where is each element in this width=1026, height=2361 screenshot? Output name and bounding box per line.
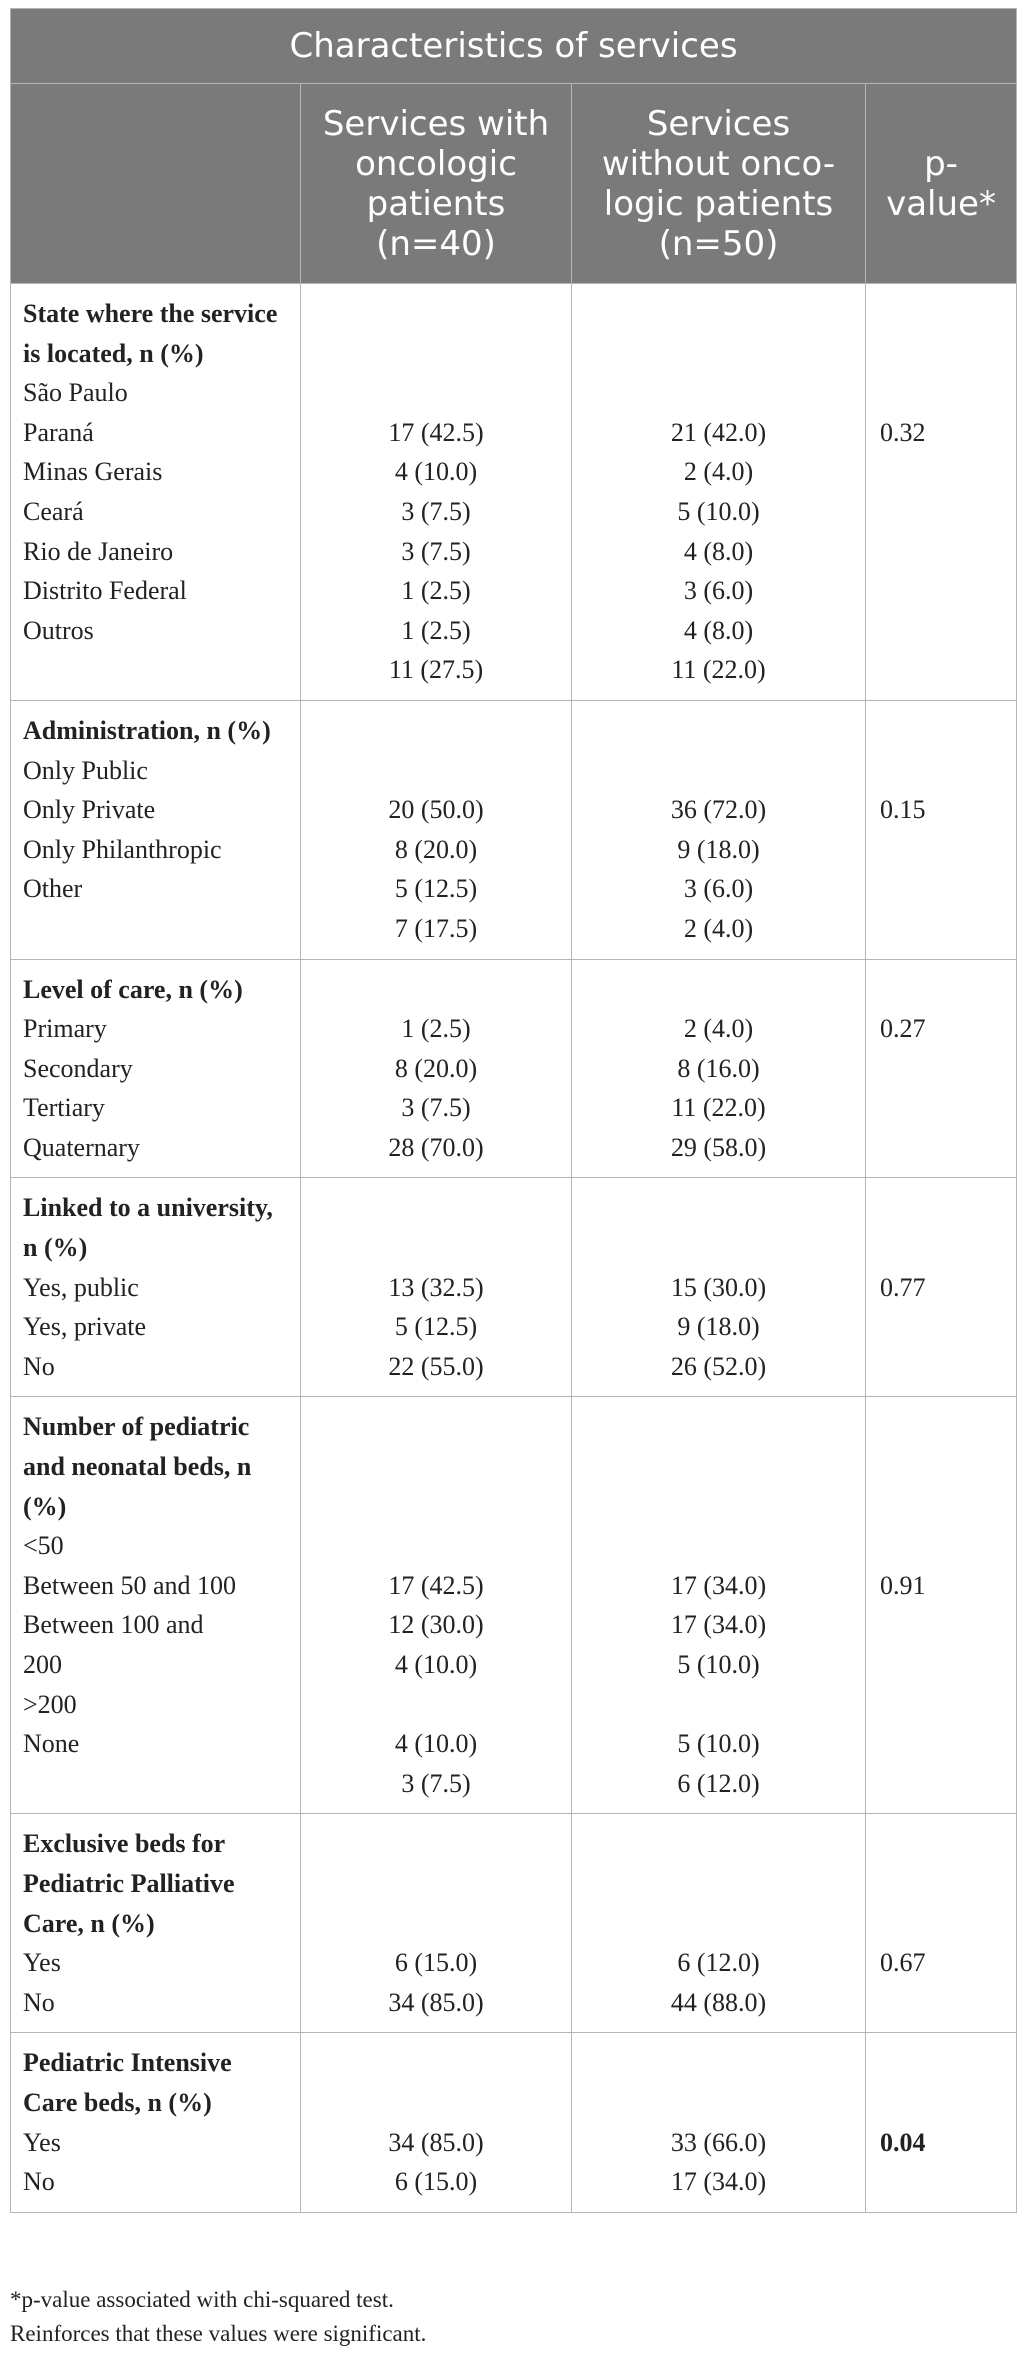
- column-header-p-value: p-value*: [866, 84, 1017, 284]
- section-label-cell: [11, 1397, 301, 1814]
- heading-spacer: [880, 711, 1006, 790]
- row-label: São Paulo: [23, 378, 128, 408]
- row-label: Yes, private: [23, 1312, 147, 1342]
- column-header-label: [11, 84, 301, 284]
- heading-spacer: [305, 294, 567, 413]
- row-label: Rio de Janeiro: [23, 536, 174, 566]
- without-oncologic-cell: [572, 959, 866, 1178]
- table-section: [11, 2033, 1017, 2212]
- table-title: Characteristics of services: [11, 9, 1017, 84]
- section-heading: State where the service is located, n (%): [23, 299, 278, 368]
- row-value-without-oncologic: 11 (22.0): [671, 655, 766, 685]
- row-value-without-oncologic: 5 (10.0): [677, 496, 760, 526]
- p-value: 0.32: [880, 417, 926, 447]
- p-value-cell: [866, 284, 1017, 701]
- with-oncologic-cell: [301, 1397, 572, 1814]
- row-value-without-oncologic: 3 (6.0): [683, 874, 754, 904]
- row-label: Between 100 and: [23, 1610, 204, 1640]
- row-value-with-oncologic: 34 (85.0): [388, 1987, 484, 2017]
- heading-spacer: [880, 294, 1006, 413]
- row-label: Paraná: [23, 417, 94, 447]
- without-oncologic-cell: [572, 1397, 866, 1814]
- section-heading: Pediatric Intensive Care beds, n (%): [23, 2048, 232, 2117]
- row-value-with-oncologic: 7 (17.5): [394, 913, 478, 943]
- with-oncologic-cell: [301, 284, 572, 701]
- section-heading: Linked to a university, n (%): [23, 1193, 273, 1263]
- p-value-cell: [866, 2033, 1017, 2212]
- row-label: Minas Gerais: [23, 457, 163, 487]
- row-value-with-oncologic: 34 (85.0): [388, 2127, 484, 2157]
- p-value-cell: [866, 1178, 1017, 1397]
- row-value-without-oncologic: 6 (12.0): [677, 1768, 760, 1798]
- without-oncologic-cell: [572, 1814, 866, 2033]
- with-oncologic-cell: [301, 2033, 572, 2212]
- row-value-with-oncologic: 3 (7.5): [401, 496, 471, 526]
- row-label: No: [23, 1987, 55, 2017]
- row-value-without-oncologic: 2 (4.0): [683, 457, 754, 487]
- row-value-with-oncologic: 4 (10.0): [394, 457, 478, 487]
- heading-spacer: [305, 2043, 567, 2122]
- row-value-with-oncologic: 20 (50.0): [388, 795, 484, 825]
- p-value: 0.91: [880, 1570, 926, 1600]
- row-value-without-oncologic: 15 (30.0): [670, 1272, 767, 1302]
- row-value-without-oncologic: 17 (34.0): [670, 1610, 767, 1640]
- row-value-with-oncologic: 3 (7.5): [401, 1768, 471, 1798]
- heading-spacer: [305, 711, 567, 790]
- row-value-with-oncologic: 5 (12.5): [394, 874, 478, 904]
- without-oncologic-cell: [572, 2033, 866, 2212]
- section-heading: Exclusive beds for Pediatric Palliative Care, n (%): [23, 1829, 235, 1938]
- row-value-with-oncologic: 22 (55.0): [388, 1351, 484, 1381]
- table-section: [11, 284, 1017, 701]
- table-title-row: [11, 9, 1017, 84]
- row-label: Only Philanthropic: [23, 834, 222, 864]
- heading-spacer: [576, 1188, 861, 1267]
- row-value-without-oncologic: 8 (16.0): [677, 1053, 760, 1083]
- heading-spacer: [576, 711, 861, 790]
- row-value-without-oncologic: 2 (4.0): [683, 913, 754, 943]
- with-oncologic-cell: [301, 959, 572, 1178]
- heading-spacer: [305, 970, 567, 1010]
- row-label: Distrito Federal: [23, 576, 187, 606]
- row-value-with-oncologic: 3 (7.5): [401, 536, 471, 566]
- row-label: Secondary: [23, 1053, 133, 1083]
- row-label: <50: [23, 1531, 64, 1561]
- row-label: No: [23, 1351, 55, 1381]
- section-heading: Administration, n (%): [23, 715, 271, 745]
- heading-spacer: [576, 294, 861, 413]
- row-value-with-oncologic: 17 (42.5): [388, 1570, 484, 1600]
- section-heading: Number of pediatric and neonatal beds, n (%): [23, 1412, 252, 1521]
- row-value-with-oncologic: 5 (12.5): [394, 1312, 478, 1342]
- row-value-without-oncologic: 29 (58.0): [670, 1132, 767, 1162]
- row-value-without-oncologic: 17 (34.0): [670, 2167, 767, 2197]
- row-value-without-oncologic: 3 (6.0): [683, 576, 754, 606]
- section-label-cell: [11, 1178, 301, 1397]
- column-header-with-oncologic: Services with oncologic patients (n=40): [301, 84, 572, 284]
- row-value-without-oncologic: 44 (88.0): [670, 1987, 767, 2017]
- p-value-cell: [866, 959, 1017, 1178]
- heading-spacer: [576, 1824, 861, 1943]
- row-label: None: [23, 1729, 80, 1759]
- p-value-cell: [866, 1397, 1017, 1814]
- characteristics-table: [10, 8, 1017, 2213]
- row-value-without-oncologic: 17 (34.0): [670, 1570, 767, 1600]
- row-label: Only Private: [23, 795, 156, 825]
- row-label: Tertiary: [23, 1093, 105, 1123]
- row-label: Yes, public: [23, 1272, 139, 1302]
- row-value-without-oncologic: 5 (10.0): [677, 1650, 760, 1680]
- heading-spacer: [576, 1407, 861, 1565]
- table-section: [11, 1397, 1017, 1814]
- row-value-without-oncologic: 11 (22.0): [671, 1093, 766, 1123]
- p-value: 0.04: [880, 2127, 926, 2157]
- row-label: Other: [23, 874, 83, 904]
- section-label-cell: [11, 1814, 301, 2033]
- row-value-without-oncologic: 9 (18.0): [677, 1312, 760, 1342]
- row-value-without-oncologic: 21 (42.0): [670, 417, 767, 447]
- row-value-with-oncologic: 6 (15.0): [394, 1948, 478, 1978]
- p-value: 0.27: [880, 1014, 926, 1044]
- heading-spacer: [576, 2043, 861, 2122]
- section-label-cell: [11, 2033, 301, 2212]
- p-value: 0.15: [880, 795, 926, 825]
- heading-spacer: [880, 2043, 1006, 2122]
- with-oncologic-cell: [301, 700, 572, 959]
- table-body: [11, 284, 1017, 2213]
- p-value-cell: [866, 700, 1017, 959]
- row-label: Outros: [23, 615, 94, 645]
- column-header-without-oncologic: Services without onco-logic patients (n=50): [572, 84, 866, 284]
- row-label: Yes: [23, 1948, 61, 1978]
- section-label-cell: [11, 959, 301, 1178]
- section-label-cell: [11, 700, 301, 959]
- row-label: Primary: [23, 1014, 107, 1044]
- heading-spacer: [305, 1824, 567, 1943]
- footnotes: [10, 2283, 426, 2351]
- p-value: 0.67: [880, 1948, 926, 1978]
- row-label: Quaternary: [23, 1132, 140, 1162]
- heading-spacer: [880, 1824, 1006, 1943]
- table-container: [10, 8, 1016, 2213]
- without-oncologic-cell: [572, 700, 866, 959]
- table-section: [11, 700, 1017, 959]
- row-value-without-oncologic: 6 (12.0): [677, 1948, 760, 1978]
- heading-spacer: [880, 1407, 1006, 1565]
- row-value-with-oncologic: 4 (10.0): [394, 1729, 478, 1759]
- row-value-with-oncologic: 8 (20.0): [394, 834, 478, 864]
- row-value-without-oncologic: 26 (52.0): [670, 1351, 767, 1381]
- row-value-with-oncologic: 8 (20.0): [394, 1053, 478, 1083]
- row-value-with-oncologic: 17 (42.5): [388, 417, 484, 447]
- row-label: 200: [23, 1650, 62, 1680]
- row-value-without-oncologic: 4 (8.0): [683, 536, 754, 566]
- row-value-with-oncologic: 1 (2.5): [401, 615, 471, 645]
- p-value-cell: [866, 1814, 1017, 2033]
- row-value-without-oncologic: 4 (8.0): [683, 615, 754, 645]
- row-value-with-oncologic: [305, 1685, 567, 1725]
- section-label-cell: [11, 284, 301, 701]
- row-value-without-oncologic: [576, 1685, 861, 1725]
- row-value-with-oncologic: 1 (2.5): [401, 1014, 471, 1044]
- without-oncologic-cell: [572, 284, 866, 701]
- row-value-without-oncologic: 36 (72.0): [670, 795, 767, 825]
- table-section: [11, 959, 1017, 1178]
- heading-spacer: [880, 970, 1006, 1010]
- row-value-with-oncologic: 6 (15.0): [394, 2167, 478, 2197]
- row-label: Yes: [23, 2127, 61, 2157]
- heading-spacer: [576, 970, 861, 1010]
- row-value-without-oncologic: 33 (66.0): [670, 2127, 767, 2157]
- with-oncologic-cell: [301, 1814, 572, 2033]
- column-header-row: [11, 84, 1017, 284]
- heading-spacer: [305, 1407, 567, 1565]
- row-value-with-oncologic: 11 (27.5): [388, 655, 484, 685]
- heading-spacer: [305, 1188, 567, 1267]
- row-label: Between 50 and 100: [23, 1570, 237, 1600]
- row-label: Only Public: [23, 755, 148, 785]
- footnote-significance: Reinforces that these values were significant.: [10, 2321, 427, 2346]
- row-value-without-oncologic: 2 (4.0): [683, 1014, 754, 1044]
- section-heading: Level of care, n (%): [23, 974, 243, 1004]
- row-value-with-oncologic: 13 (32.5): [388, 1272, 484, 1302]
- row-value-with-oncologic: 3 (7.5): [401, 1093, 471, 1123]
- table-section: [11, 1178, 1017, 1397]
- row-value-with-oncologic: 12 (30.0): [388, 1610, 484, 1640]
- without-oncologic-cell: [572, 1178, 866, 1397]
- row-label: >200: [23, 1689, 77, 1719]
- row-value-with-oncologic: 4 (10.0): [394, 1650, 478, 1680]
- with-oncologic-cell: [301, 1178, 572, 1397]
- row-value-without-oncologic: 9 (18.0): [677, 834, 760, 864]
- row-value-without-oncologic: 5 (10.0): [677, 1729, 760, 1759]
- row-value-with-oncologic: 1 (2.5): [401, 576, 471, 606]
- heading-spacer: [880, 1188, 1006, 1267]
- p-value: 0.77: [880, 1272, 926, 1302]
- table-section: [11, 1814, 1017, 2033]
- row-label: Ceará: [23, 496, 84, 526]
- footnote-p-value: *p-value associated with chi-squared test.: [10, 2287, 394, 2312]
- row-value-with-oncologic: 28 (70.0): [388, 1132, 484, 1162]
- row-label: No: [23, 2167, 55, 2197]
